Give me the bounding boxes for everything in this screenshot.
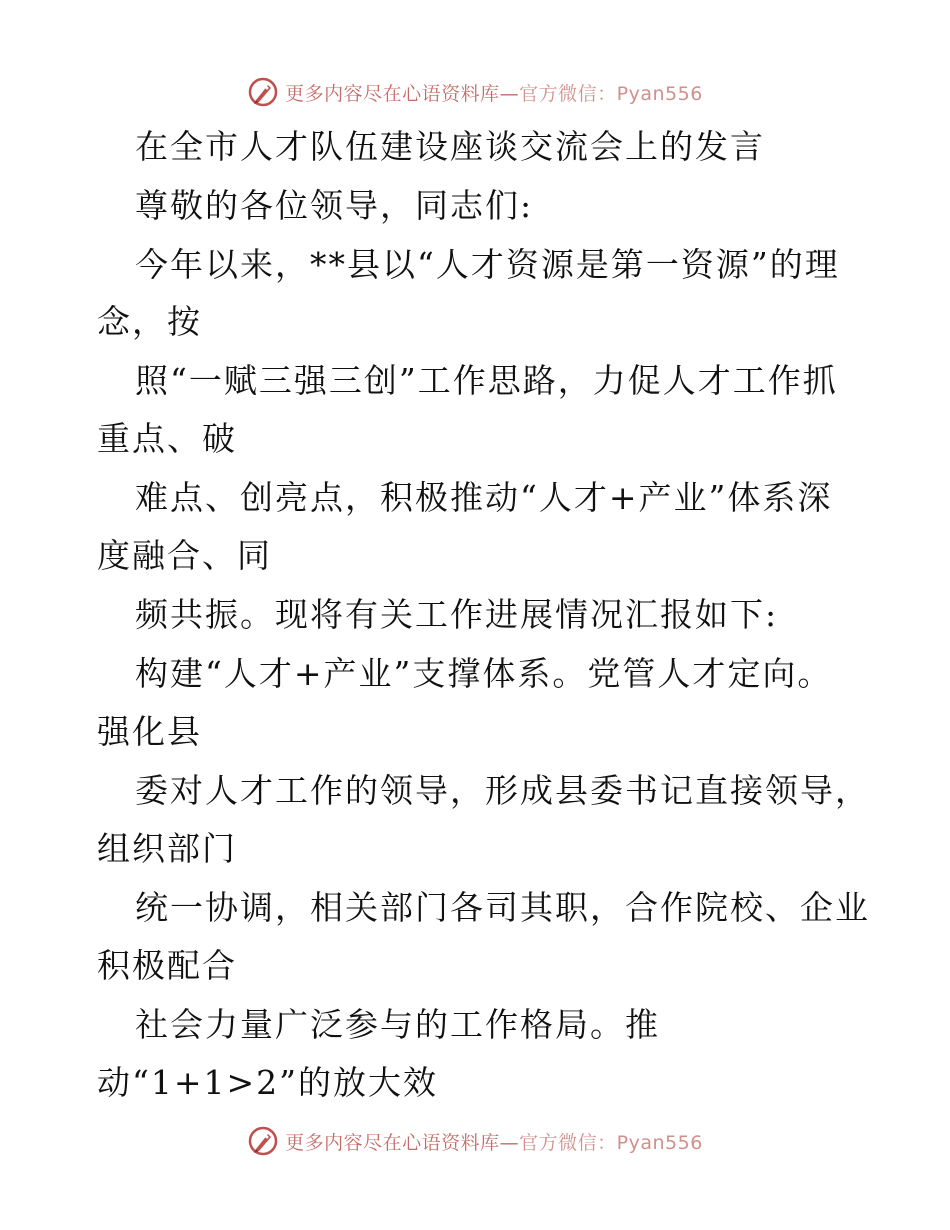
paragraph-line: 频共振。现将有关工作进展情况汇报如下: bbox=[135, 595, 779, 634]
paragraph-line: 重点、破 bbox=[97, 419, 237, 458]
paragraph-line: 积极配合 bbox=[97, 946, 237, 985]
paragraph-line: 构建“人才+产业”支撑体系。党管人才定向。 bbox=[135, 654, 833, 693]
watermark-separator: — bbox=[499, 1131, 520, 1154]
paragraph-line: 委对人才工作的领导，形成县委书记直接领导， bbox=[135, 771, 870, 810]
document-title: 在全市人才队伍建设座谈交流会上的发言 bbox=[135, 127, 765, 166]
footer-watermark bbox=[0, 1121, 950, 1161]
watermark-contact: 官方微信：Pyan556 bbox=[519, 1131, 703, 1154]
paragraph-line: 难点、创亮点，积极推动“人才+产业”体系深 bbox=[135, 478, 833, 517]
paragraph-line: 今年以来，**县以“人才资源是第一资源”的理 bbox=[135, 245, 840, 284]
header-watermark bbox=[0, 72, 950, 112]
watermark-contact: 官方微信：Pyan556 bbox=[519, 82, 703, 105]
watermark-brand: 更多内容尽在心语资料库 bbox=[285, 1131, 500, 1154]
pen-nib-logo-icon bbox=[247, 76, 279, 108]
paragraph-line: 念，按 bbox=[97, 302, 202, 341]
paragraph-line: 照“一赋三强三创”工作思路，力促人才工作抓 bbox=[135, 361, 838, 400]
paragraph-line: 度融合、同 bbox=[97, 536, 272, 575]
paragraph-line: 社会力量广泛参与的工作格局。推 bbox=[135, 1005, 660, 1044]
salutation: 尊敬的各位领导，同志们: bbox=[135, 186, 534, 225]
watermark-brand: 更多内容尽在心语资料库 bbox=[285, 82, 500, 105]
watermark-separator: — bbox=[499, 82, 520, 105]
paragraph-line: 组织部门 bbox=[97, 829, 237, 868]
pen-nib-logo-icon bbox=[247, 1125, 279, 1157]
paragraph-line: 统一协调，相关部门各司其职，合作院校、企业 bbox=[135, 888, 870, 927]
paragraph-line: 强化县 bbox=[97, 712, 202, 751]
paragraph-line: 动“1+1>2”的放大效 bbox=[97, 1063, 439, 1102]
